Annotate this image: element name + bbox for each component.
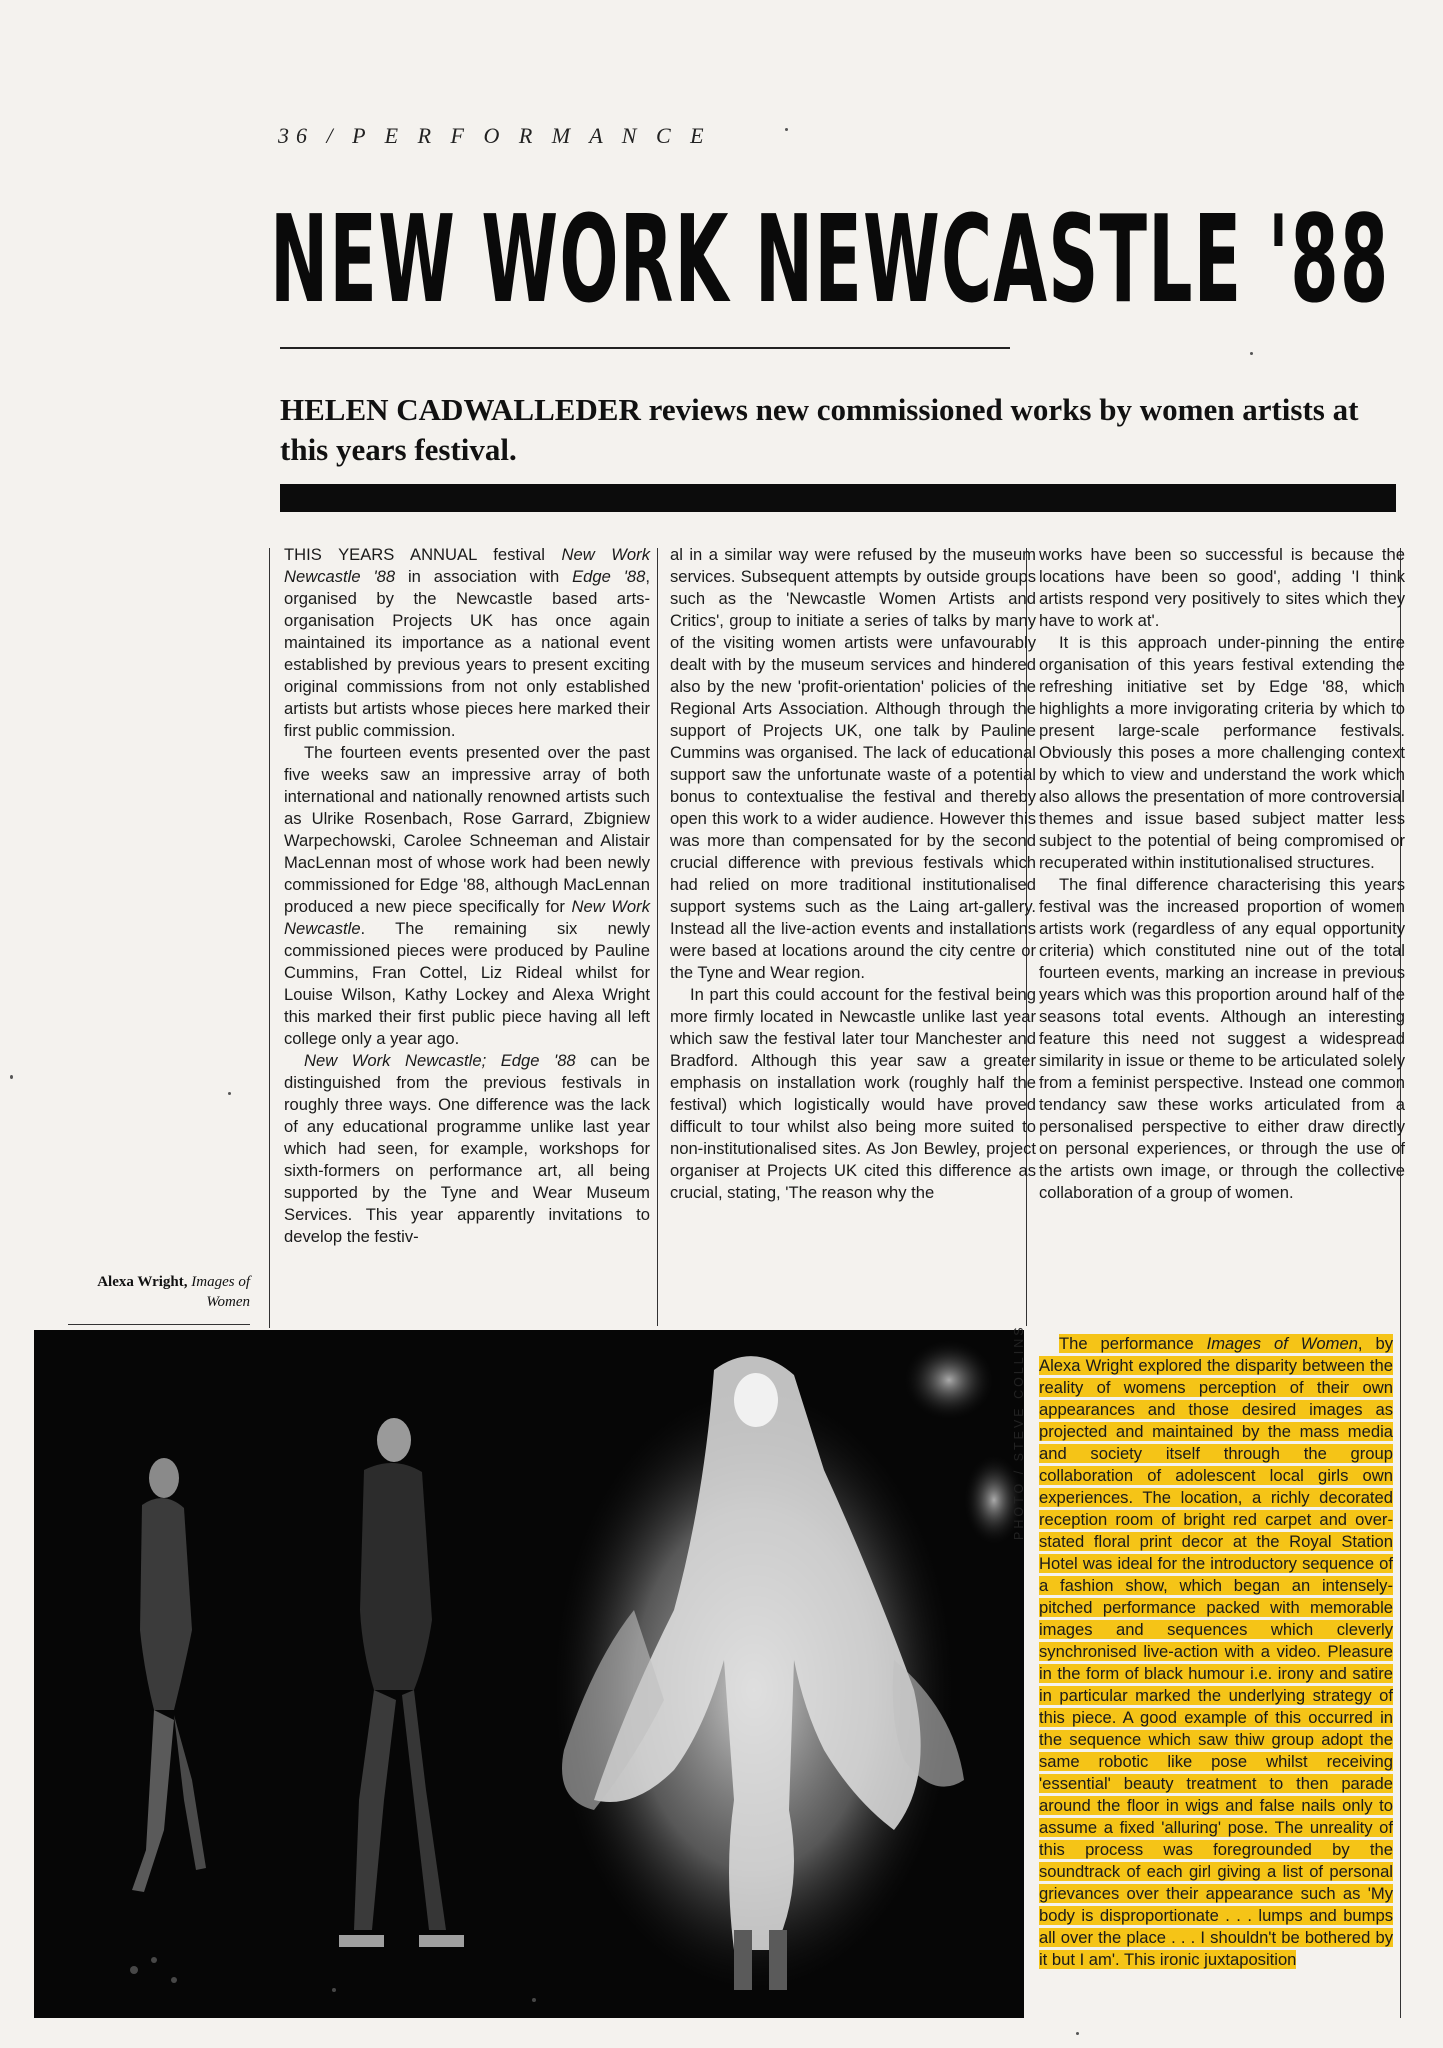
section-bar <box>280 484 1396 512</box>
performance-photo-image <box>34 1330 1024 2018</box>
speck <box>10 1075 13 1079</box>
page-folio: 36 / P E R F O R M A N C E <box>278 123 711 148</box>
paragraph: It is this approach under-pinning the entire organisation of this years festival extending the refreshing initiative set by Edge '88, which highlights a more invigorating criteria by which to present large-scale performance festivals. Obviously this poses a more challenging context by which to view and understand the work which also allows the presentation of more controversial themes and issue based subject matter less subject to the potential of being compromised or recuperated within institutionalised structures. <box>1039 633 1405 872</box>
highlighted-paragraph <box>1039 1333 1393 1971</box>
photo-caption <box>68 1272 250 1312</box>
headline-rule <box>280 347 1010 349</box>
article-headline: NEW WORK NEWCASTLE '88 <box>270 191 1390 330</box>
paragraph: THIS YEARS ANNUAL festival New Work Newcastle '88 in association with Edge '88, organised by the Newcastle based arts-organisation Projects UK has once again maintained its importance as a national event established by previous years to present exciting original commissions from not only established artists but artists whose pieces here marked their first public commission. <box>284 545 651 740</box>
paragraph: The final difference characterising this years festival was the increased proportion of women artists work (regardless of any equal opportunity criteria) which constituted nine out of the total fourteen events, marking an increase in previous years which was this proportion around half of the seasons total events. Although an interesting feature this need not suggest a widespread similarity in issue or theme to be articulated solely from a feminist perspective. Instead one common tendancy saw these works articulated from a personalised perspective to either draw directly on personal experiences, or through the use of the artists own image, or through the collective collaboration of a group of women. <box>1039 875 1405 1202</box>
paragraph: The fourteen events presented over the past five weeks saw an impressive array of both international and nationally renowned artists such as Ulrike Rosenbach, Rose Garrard, Zbigniew Warpechowski, Carolee Schneeman and Alistair MacLennan most of whose work had been newly commissioned for Edge '88, although MacLennan produced a new piece specifically for New Work Newcastle. The remaining six newly commissioned pieces were produced by Pauline Cummins, Fran Cottel, Liz Rideal whilst for Louise Wilson, Kathy Lockey and Alexa Wright this marked their first public piece having all left college only a year ago. <box>284 743 650 1048</box>
performance-photo <box>34 1330 1024 2018</box>
article-column-2 <box>670 544 1036 1204</box>
photo-credit: PHOTO / STEVE COLLINS <box>1012 1324 1026 1540</box>
column-rule-left <box>269 548 270 1328</box>
article-column-3 <box>1039 544 1405 1204</box>
paragraph: works have been so successful is because the locations have been so good', adding 'I think artists respond very positively to sites which they have to work at'. <box>1039 545 1405 630</box>
paragraph: In part this could account for the festival being more firmly located in Newcastle unlike last year which saw the festival later tour Manchester and Bradford. Although this year saw a greater emphasis on installation work (roughly half the festival) which logistically would have proved difficult to tour whilst also being more suited to non-institutionalised sites. As Jon Bewley, project organiser at Projects UK cited this difference as crucial, stating, 'The reason why the <box>670 985 1036 1202</box>
speck <box>1076 2032 1079 2035</box>
caption-rule <box>68 1324 250 1325</box>
article-column-3-continued <box>1039 1333 1393 1971</box>
column-rule-mid <box>657 548 658 1326</box>
caption-artist: Alexa Wright, <box>97 1274 192 1290</box>
paragraph: al in a similar way were refused by the museum services. Subsequent attempts by outside groups such as the 'Newcastle Women Artists and Critics', group to initiate a series of talks by many of the visiting women artists were unfavourably dealt with by the museum services and hindered also by the new 'profit-orientation' policies of the Regional Arts Association. Although through the support of Projects UK, one talk by Pauline Cummins was organised. The lack of educational support saw the unfortunate waste of a potential bonus to contextualise the festival and thereby open this work to a wider audience. However this was more than compensated for by the second crucial difference with previous festivals which had relied on more traditional institutionalised support systems such as the Laing art-gallery. Instead all the live-action events and installations were based at locations around the city centre or the Tyne and Wear region. <box>670 545 1036 982</box>
paragraph: New Work Newcastle; Edge '88 can be distinguished from the previous festivals in roughly three ways. One difference was the lack of any educational programme unlike last year which had seen, for example, workshops for sixth-formers on performance art, all being supported by the Tyne and Wear Museum Services. This year apparently invitations to develop the festiv- <box>284 1051 650 1246</box>
article-standfirst: HELEN CADWALLEDER reviews new commissioned works by women artists at this years festival. <box>280 392 1359 467</box>
highlighted-text: The performance Images of Women, by Alexa Wright explored the disparity between the reality of womens perception of their own appearances and those desired images as projected and maintained by the mass media and society itself through the group collaboration of adolescent local girls own experiences. The location, a richly decorated reception room of bright red carpet and over-stated floral print decor at the Royal Station Hotel was ideal for the introductory sequence of a fashion show, which began an intensely-pitched performance packed with memorable images and sequences which cleverly synchronised live-action with a video. Pleasure in the form of black humour i.e. irony and satire in particular marked the underlying strategy of this piece. A good example of this occurred in the sequence which saw thiw group adopt the same robotic like pose whilst receiving 'essential' beauty treatment to then parade around the floor in wigs and false nails only to assume a fixed 'alluring' pose. The unreality of this process was foregrounded by the soundtrack of each girl giving a list of personal grievances over their appearance such as 'My body is disproportionate . . . lumps and bumps all over the place . . . I shouldn't be bothered by it but I am'. This ironic juxtaposition <box>1039 1334 1393 1969</box>
speck <box>228 1092 231 1095</box>
caption-title: Images of Women <box>191 1274 250 1310</box>
speck <box>785 128 788 131</box>
article-column-1 <box>284 544 650 1248</box>
speck <box>1250 352 1253 355</box>
